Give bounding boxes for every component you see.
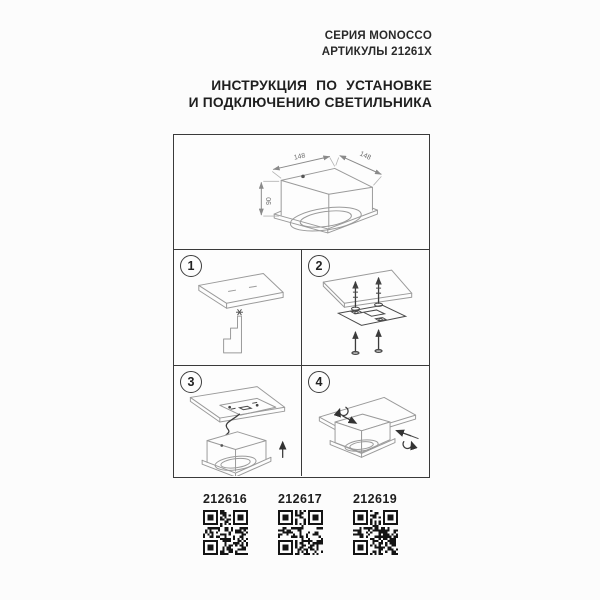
- height-dimension-label: 90: [266, 197, 274, 206]
- spotlight-body: [202, 432, 271, 476]
- overview-section: [174, 135, 429, 250]
- qr-section: [0, 492, 600, 555]
- drill-template: [224, 309, 243, 353]
- article-number: 212617: [277, 492, 323, 506]
- instruction-title-line2: И ПОДКЛЮЧЕНИЮ СВЕТИЛЬНИКА: [188, 95, 432, 110]
- spotlight-body: [274, 168, 377, 234]
- qr-item: [195, 492, 255, 555]
- step-panel-3: [174, 366, 302, 476]
- instruction-box: [173, 134, 430, 478]
- qr-item: [270, 492, 330, 555]
- step-number-badge: [308, 371, 330, 393]
- depth-dimension-label: 148: [358, 150, 372, 162]
- set-screw-icon: [397, 431, 419, 449]
- qr-code: [203, 510, 248, 555]
- step-number-badge: [180, 255, 202, 277]
- step-number: 2: [315, 258, 323, 273]
- anchor-screw-icon: [352, 332, 359, 354]
- step-number-badge: [180, 371, 202, 393]
- header-block: [130, 28, 432, 111]
- step-panel-1: [174, 250, 302, 367]
- mounting-plate: [220, 398, 276, 415]
- mounting-plate: [338, 305, 405, 325]
- article-number: 212616: [202, 492, 248, 506]
- qr-code: [278, 510, 323, 555]
- step-number: 1: [187, 258, 195, 273]
- ceiling-slab: [323, 270, 411, 307]
- articles-line: АРТИКУЛЫ 21261X: [321, 46, 432, 58]
- series-line: СЕРИЯ MONOCCO: [324, 30, 432, 42]
- step-number: 4: [315, 375, 323, 389]
- step-number: 3: [187, 375, 195, 389]
- step-panel-4: [302, 366, 429, 476]
- spotlight-body: [330, 414, 395, 457]
- lens-outer: [289, 203, 363, 235]
- qr-item: [345, 492, 405, 555]
- instruction-title-line1: ИНСТРУКЦИЯ ПО УСТАНОВКЕ: [211, 78, 432, 93]
- wire-hole-dot: [220, 444, 223, 447]
- fixture-dimension-drawing: [174, 135, 429, 249]
- anchor-screw-icon: [375, 330, 382, 352]
- width-dimension-label: 148: [293, 152, 307, 162]
- step-panel-2: [302, 250, 429, 367]
- wire-hole-dot: [301, 175, 305, 179]
- spark-icon: [236, 309, 243, 315]
- article-number: 212619: [352, 492, 398, 506]
- steps-grid: [174, 250, 429, 477]
- ceiling-slab: [199, 273, 283, 308]
- step-number-badge: [308, 255, 330, 277]
- qr-code: [353, 510, 398, 555]
